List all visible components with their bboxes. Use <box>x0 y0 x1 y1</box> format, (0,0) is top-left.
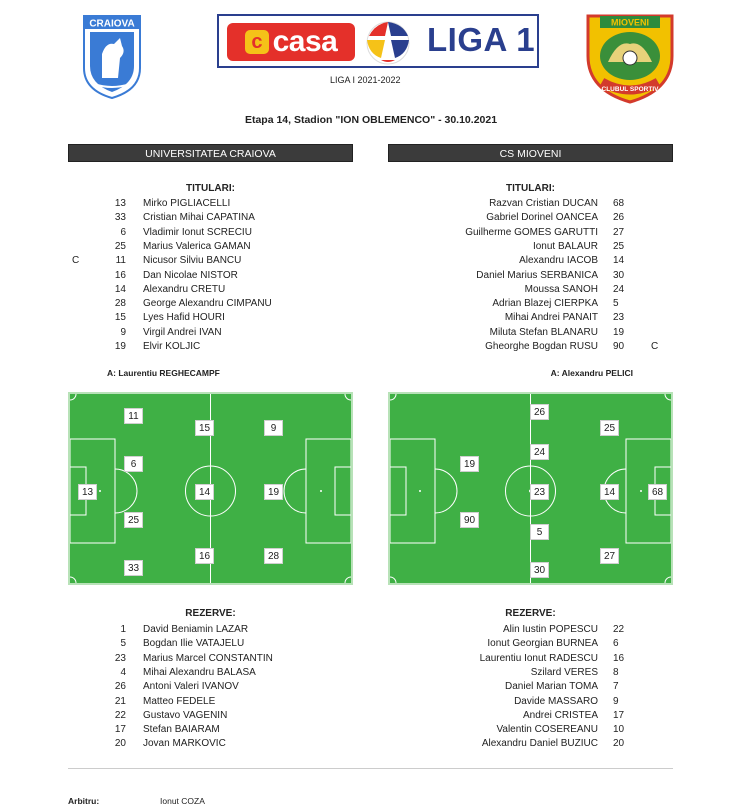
player-row <box>380 340 680 354</box>
player-number: 19 <box>114 341 126 352</box>
player-row <box>0 240 360 254</box>
player-number: 19 <box>613 326 625 338</box>
player-chip: 14 <box>195 484 214 500</box>
player-name: Szilard VERES <box>530 666 598 678</box>
player-row <box>380 652 680 666</box>
home-team-name: UNIVERSITATEA CRAIOVA <box>68 144 353 162</box>
player-number: 28 <box>114 298 126 310</box>
player-row <box>380 283 680 297</box>
player-row <box>0 680 360 694</box>
player-name: Alin Iustin POPESCU <box>502 624 598 635</box>
player-row <box>0 340 360 354</box>
player-name: Antoni Valeri IVANOV <box>143 681 239 693</box>
away-crest-bottom: CLUBUL SPORTIV <box>601 86 659 93</box>
player-name: Mihai Andrei PANAIT <box>504 312 598 324</box>
player-row <box>0 737 360 751</box>
player-name: Daniel Marian TOMA <box>505 681 598 693</box>
player-name: Alexandru IACOB <box>519 255 598 267</box>
player-row <box>380 311 680 325</box>
player-number: 16 <box>613 652 625 664</box>
player-name: Adrian Blazej CIERPKA <box>492 298 598 310</box>
away-team-name: CS MIOVENI <box>388 144 673 162</box>
away-formation-pitch <box>388 392 673 585</box>
player-chip: 27 <box>600 548 619 564</box>
player-row <box>0 709 360 723</box>
player-name: Alexandru CRETU <box>143 283 226 295</box>
player-chip: 16 <box>195 548 214 564</box>
player-number: 5 <box>613 298 619 310</box>
player-name: Stefan BAIARAM <box>143 724 220 736</box>
player-number: 13 <box>114 198 126 209</box>
player-number: 9 <box>613 695 619 707</box>
player-name: Gabriel Dorinel OANCEA <box>486 212 598 224</box>
player-name: Marius Marcel CONSTANTIN <box>143 652 273 664</box>
player-chip: 26 <box>530 404 549 420</box>
captain-mark: C <box>651 341 659 352</box>
player-chip: 68 <box>648 484 667 500</box>
player-name: Alexandru Daniel BUZIUC <box>481 738 598 750</box>
player-number: 21 <box>114 695 126 707</box>
player-chip: 30 <box>530 562 549 578</box>
away-starters-title: TITULARI: <box>506 183 555 194</box>
captain-mark: C <box>72 255 80 267</box>
player-name: Andrei CRISTEA <box>522 709 598 721</box>
sponsor-name: casa <box>272 25 338 58</box>
player-number: 68 <box>613 198 625 209</box>
player-chip: 5 <box>530 524 549 540</box>
player-name: Elvir KOLJIC <box>143 341 201 352</box>
player-number: 15 <box>114 312 126 324</box>
player-number: 7 <box>613 681 619 693</box>
player-number: 22 <box>613 624 625 635</box>
league-season: LIGA I 2021-2022 <box>330 75 401 85</box>
home-crest-text: CRAIOVA <box>89 18 135 30</box>
player-number: 90 <box>613 341 625 352</box>
player-name: Valentin COSEREANU <box>496 724 598 736</box>
home-starters-title: TITULARI: <box>186 183 235 194</box>
player-chip: 23 <box>530 484 549 500</box>
player-row <box>380 269 680 283</box>
player-name: Mihai Alexandru BALASA <box>143 666 256 678</box>
player-number: 26 <box>613 212 625 224</box>
player-row <box>380 623 680 637</box>
home-formation-pitch <box>68 392 353 585</box>
home-subs-title: REZERVE: <box>185 608 236 619</box>
player-row <box>380 695 680 709</box>
player-number: 22 <box>114 709 126 721</box>
player-row <box>380 737 680 751</box>
away-crest-text: MIOVENI <box>610 17 650 28</box>
player-number: 27 <box>613 226 625 238</box>
player-name: Guilherme GOMES GARUTTI <box>465 226 598 238</box>
player-row <box>380 680 680 694</box>
player-name: Laurentiu Ionut RADESCU <box>479 652 598 664</box>
player-name: Bogdan Ilie VATAJELU <box>143 638 245 650</box>
player-chip: 33 <box>124 560 143 576</box>
player-number: 20 <box>613 738 625 750</box>
player-name: Miluta Stefan BLANARU <box>489 326 598 338</box>
player-chip: 19 <box>460 456 479 472</box>
player-row <box>380 240 680 254</box>
player-name: Marius Valerica GAMAN <box>143 240 251 252</box>
player-number: 10 <box>613 724 625 736</box>
player-name: Dan Nicolae NISTOR <box>143 269 238 281</box>
player-number: 20 <box>114 738 126 750</box>
player-number: 16 <box>114 269 126 281</box>
player-name: Mirko PIGLIACELLI <box>143 198 231 209</box>
player-row <box>380 709 680 723</box>
player-number: 8 <box>613 666 619 678</box>
player-row <box>380 226 680 240</box>
away-coach: A: Alexandru PELICI <box>550 368 633 378</box>
player-row <box>0 211 360 225</box>
player-number: 26 <box>114 681 126 693</box>
away-team-crest <box>584 10 676 104</box>
player-number: 9 <box>120 326 126 338</box>
player-name: David Beniamin LAZAR <box>143 624 249 635</box>
player-name: Razvan Cristian DUCAN <box>489 198 598 209</box>
player-chip: 14 <box>600 484 619 500</box>
player-chip: 9 <box>264 420 283 436</box>
player-row <box>0 326 360 340</box>
player-row <box>0 297 360 311</box>
referee-name: Ionut COZA <box>160 796 205 806</box>
player-name: Jovan MARKOVIC <box>143 738 226 750</box>
player-name: Moussa SANOH <box>524 283 598 295</box>
player-number: 6 <box>613 638 619 650</box>
player-number: 25 <box>114 240 126 252</box>
player-number: 4 <box>120 666 126 678</box>
player-name: Virgil Andrei IVAN <box>143 326 222 338</box>
home-team-crest <box>80 14 144 100</box>
player-row <box>0 695 360 709</box>
player-name: Vladimir Ionut SCRECIU <box>143 226 252 238</box>
player-name: Davide MASSARO <box>514 695 598 707</box>
player-chip: 28 <box>264 548 283 564</box>
player-number: 6 <box>120 226 126 238</box>
player-row <box>0 197 360 211</box>
player-chip: 25 <box>600 420 619 436</box>
player-row <box>0 311 360 325</box>
player-row <box>380 254 680 268</box>
divider <box>68 768 673 769</box>
player-number: 17 <box>114 724 126 736</box>
player-number: 33 <box>114 212 126 224</box>
player-chip: 24 <box>530 444 549 460</box>
away-subs-title: REZERVE: <box>505 608 556 619</box>
player-row <box>380 297 680 311</box>
player-name: Ionut Georgian BURNEA <box>487 638 598 650</box>
player-name: Cristian Mihai CAPATINA <box>143 212 255 224</box>
player-number: 14 <box>613 255 625 267</box>
player-row <box>380 637 680 651</box>
player-row <box>0 666 360 680</box>
player-row <box>380 666 680 680</box>
player-name: Nicusor Silviu BANCU <box>143 255 242 267</box>
league-name: LIGA 1 <box>427 21 536 58</box>
player-row <box>0 226 360 240</box>
player-number: 1 <box>120 624 126 635</box>
sponsor-mark: c <box>245 30 269 54</box>
player-row <box>0 652 360 666</box>
player-chip: 13 <box>78 484 97 500</box>
football-icon <box>355 18 421 66</box>
player-chip: 11 <box>124 408 143 424</box>
player-number: 14 <box>114 283 126 295</box>
player-chip: 19 <box>264 484 283 500</box>
player-name: Gheorghe Bogdan RUSU <box>485 341 598 352</box>
player-chip: 6 <box>124 456 143 472</box>
player-name: Ionut BALAUR <box>532 240 598 252</box>
player-number: 23 <box>613 312 625 324</box>
player-row <box>0 269 360 283</box>
player-row <box>0 723 360 737</box>
player-number: 23 <box>114 652 126 664</box>
player-number: 11 <box>115 255 126 267</box>
player-number: 5 <box>120 638 126 650</box>
player-row <box>380 326 680 340</box>
player-row <box>380 211 680 225</box>
player-name: Lyes Hafid HOURI <box>143 312 225 324</box>
home-coach: A: Laurentiu REGHECAMPF <box>107 368 220 378</box>
player-name: Matteo FEDELE <box>143 695 216 707</box>
player-row <box>0 623 360 637</box>
player-chip: 15 <box>195 420 214 436</box>
player-chip: 90 <box>460 512 479 528</box>
player-name: George Alexandru CIMPANU <box>143 298 272 310</box>
player-number: 25 <box>613 240 625 252</box>
player-number: 24 <box>613 283 625 295</box>
player-chip: 25 <box>124 512 143 528</box>
player-row <box>0 283 360 297</box>
player-row <box>0 254 360 268</box>
player-name: Gustavo VAGENIN <box>143 709 228 721</box>
player-number: 17 <box>613 709 625 721</box>
player-row <box>0 637 360 651</box>
match-info: Etapa 14, Stadion "ION OBLEMENCO" - 30.10.2021 <box>244 114 498 126</box>
player-name: Daniel Marius SERBANICA <box>476 269 598 281</box>
player-number: 30 <box>613 269 625 281</box>
league-banner <box>217 14 539 68</box>
referee-label: Arbitru: <box>68 796 100 806</box>
player-row <box>380 197 680 211</box>
player-row <box>380 723 680 737</box>
sponsor-logo <box>227 23 355 61</box>
